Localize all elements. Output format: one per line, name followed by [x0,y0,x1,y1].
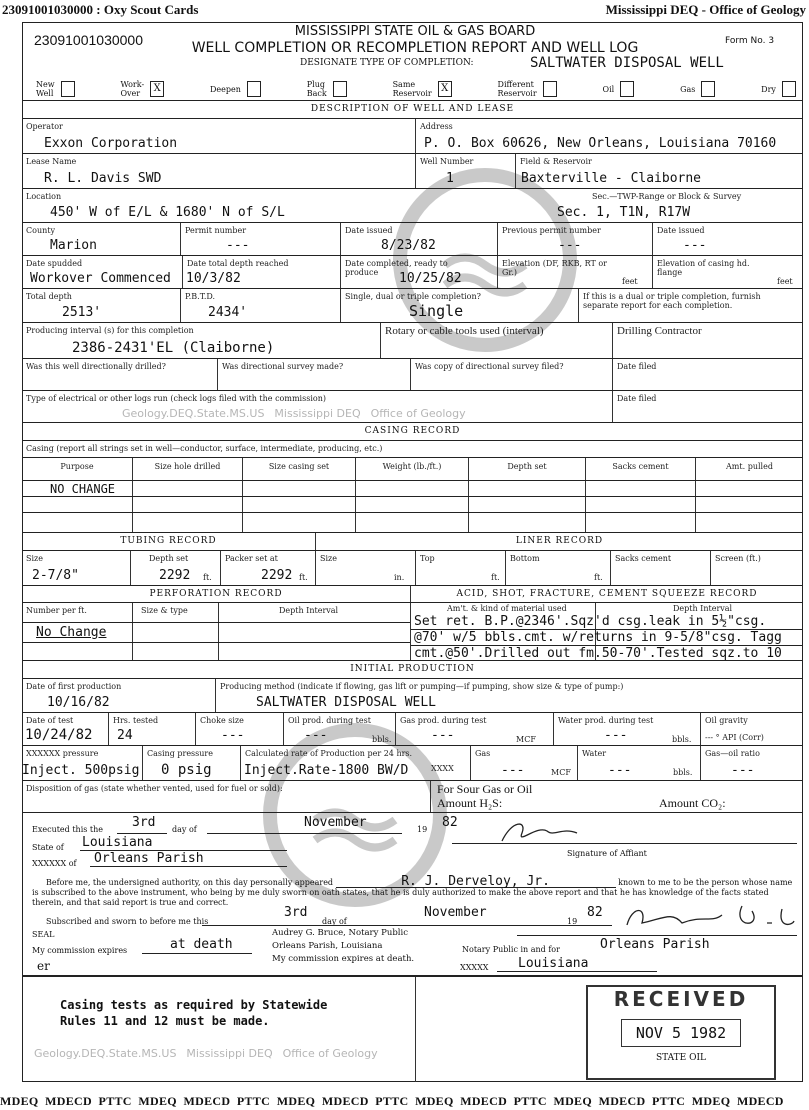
oil-label: Oil prod. during test [288,716,371,725]
checkbox[interactable] [782,81,796,97]
method-value: SALTWATER DISPOSAL WELL [256,695,437,710]
mcf-unit: MCF [551,768,571,777]
test-date-label: Date of test [26,716,74,725]
section-casing: CASING RECORD [22,422,803,440]
mcf-unit: MCF [516,735,536,744]
well-number-label: Well Number [420,157,474,166]
permit-value: --- [226,238,250,253]
choke-label: Choke size [200,716,244,725]
stamp-received: RECEIVED [613,987,749,1011]
depth-set-value: 2292 [159,568,191,583]
spud-label: Date spudded [26,259,83,268]
permit-label: Permit number [185,226,247,235]
perf-number-header: Number per ft. [26,606,87,615]
oath-text: known to me to be the person whose name is subscribed to the above instrument, who being by me duly sworn on oath states, that he is duly authorized to make the above report and that he has knowledge of the facts stated therein, and that said report is true and correct. [32,878,793,907]
pbtd-value: 2434' [208,305,248,320]
checkbox[interactable] [701,81,715,97]
section-liner: LINER RECORD [515,536,604,546]
checkbox[interactable] [333,81,347,97]
er-mark: er [37,959,50,973]
completion-type-checkboxes [36,80,796,98]
casing-header: Size hole drilled [154,462,221,471]
county-label: County [26,226,55,235]
casing-column [355,458,468,532]
checkbox-label: Plug Back [306,80,327,98]
producing-interval-value: 2386-2431'EL (Claiborne) [72,340,275,356]
location-label: Location [26,192,62,201]
casing-value: NO CHANGE [50,482,116,496]
state-label: State of [32,843,64,852]
section-perforation: PERFORATION RECORD [149,589,283,599]
gas2-label: Gas [475,749,491,758]
gor-label: Gas—oil ratio [705,749,760,758]
screen-label: Screen (ft.) [715,554,761,563]
checkbox-item [393,80,452,98]
casing-test-note-2: Rules 11 and 12 must be made. [60,1014,270,1028]
notary-stamp-line-2: Orleans Parish, Louisiana [272,941,383,951]
oil-value: --- [304,728,328,743]
bbls-unit: bbls. [673,768,693,777]
casing-header: Size casing set [268,462,330,471]
rotary-label: Rotary or cable tools used (interval) [385,325,544,337]
disposition-label: Disposition of gas (state whether vented, used for fuel or sold): [26,784,283,793]
checkbox-label: Different Reservoir [497,80,537,98]
gas-value: --- [431,728,455,743]
watermark-line-1: Geology.DEQ.State.MS.US [34,1047,177,1060]
sour-gas-label: For Sour Gas or Oil [437,782,533,796]
choke-value: --- [221,728,245,743]
casing-elevation-label: Elevation of casing hd. flange [657,259,750,277]
affiant-name: R. J. Derveloy, Jr. [336,877,616,888]
checkbox-label: Work-Over [120,80,145,98]
checkbox[interactable] [61,81,75,97]
stamp-agency: STATE OIL [655,1053,707,1063]
operator-label: Operator [26,122,63,131]
year-label-2: 19 [567,917,578,926]
gas2-value: --- [501,763,525,778]
watermark-1 [122,407,476,420]
received-stamp [586,985,776,1080]
notary-public-label: Notary Public in and for [462,945,560,954]
ft-unit: ft. [594,573,603,582]
h2s-label: Amount H₂S: [437,796,503,810]
date-filed-label-2: Date filed [617,394,657,403]
operator-value: Exxon Corporation [44,136,178,151]
completion-type-value: Single [409,302,464,320]
completed-value: 10/25/82 [399,271,462,286]
tdr-label: Date total depth reached [187,259,289,268]
dual-completion-note: If this is a dual or triple completion, furnish separate report for each completion. [583,292,761,310]
checkbox[interactable] [247,81,261,97]
casing-header: Amt. pulled [726,462,773,471]
checkbox-label: Dry [761,84,776,94]
designate-value: SALTWATER DISPOSAL WELL [530,55,724,71]
designate-label: DESIGNATE TYPE OF COMPLETION: [300,58,474,68]
address-value: P. O. Box 60626, New Orleans, Louisiana 70160 [424,136,777,151]
checkbox[interactable] [620,81,634,97]
notary-state-label: XXXXX [460,963,489,972]
casing-column [242,458,355,532]
commission-label: My commission expires [32,946,128,955]
stamp-date: NOV 5 1982 [621,1019,741,1047]
watermark-line-3: Office of Geology [370,407,466,420]
bbls-unit: bbls. [672,735,692,744]
contractor-label: Drilling Contractor [617,325,702,337]
survey-label: Was directional survey made? [222,362,344,371]
subscribed-month: November [424,905,487,920]
checkbox-label: Oil [602,84,615,94]
date-issued-label: Date issued [345,226,393,235]
footer-watermark: MDEQ MDECD PTTC MDEQ MDECD PTTC MDEQ MDECD PTTC MDEQ MDECD PTTC MDEQ MDECD PTTC MDEQ MDECD [0,1094,784,1108]
first-production-label: Date of first production [26,682,122,691]
test-date-value: 10/24/82 [25,727,93,743]
watermark-line-1: Geology.DEQ.State.MS.US [122,407,265,420]
section-initial-production: INITIAL PRODUCTION [22,660,803,678]
casing-pressure-label: Casing pressure [147,749,213,758]
form-title: WELL COMPLETION OR RECOMPLETION REPORT AND WELL LOG [191,40,639,56]
spud-value: Workover Commenced [30,271,171,286]
checkbox-label: New Well [36,80,55,98]
acid-line-3: cmt.@50'.Drilled out fm.50-70'.Tested sqz.to 10 [414,646,782,661]
acid-material-header: Am't. & kind of material used [447,604,567,613]
checkbox-item [498,80,557,98]
field-label: Field & Reservoir [520,157,592,166]
casing-header: Sacks cement [612,462,669,471]
co2-label: Amount CO₂: [659,796,726,810]
header-right: Mississippi DEQ - Office of Geology [605,2,806,17]
liner-sacks-label: Sacks cement [615,554,672,563]
tubing-size-label: Size [26,554,43,563]
sec-label: Sec.—TWP-Range or Block & Survey [592,192,742,201]
packer-value: 2292 [261,568,293,583]
seal-label: SEAL [32,930,55,939]
location-value: 450' W of E/L & 1680' N of S/L [50,205,285,220]
checkbox-item [210,80,261,98]
header-left: 23091001030000 : Oxy Scout Cards [2,2,199,17]
well-number-value: 1 [446,171,454,186]
water-value: --- [604,728,628,743]
notary-stamp-line-3: My commission expires at death. [272,954,415,964]
gor-value: --- [731,763,755,778]
liner-bottom-label: Bottom [510,554,540,563]
water2-value: --- [608,763,632,778]
logs-label: Type of electrical or other logs run (check logs filed with the commission) [26,394,326,403]
ft-unit: ft. [203,573,212,582]
county-label-affidavit: XXXXXX of [32,859,77,868]
notary-stamp-line-1: Audrey G. Bruce, Notary Public [272,928,408,938]
gravity-label: Oil gravity [705,716,748,725]
executed-label: Executed this the [32,825,104,834]
dayof-label-2: day of [322,917,347,926]
depth-set-label: Depth set [149,554,189,563]
casing-column [695,458,803,532]
first-production-value: 10/16/82 [47,695,110,710]
watermark-line-2: Mississippi DEQ [186,1047,273,1060]
checkbox-item [603,80,635,98]
ft-unit: ft. [299,573,308,582]
watermark-line-3: Office of Geology [282,1047,378,1060]
signature-label: Signature of Affiant [567,849,647,858]
elevation-feet: feet [622,277,638,286]
casing-column [132,458,242,532]
liner-size-label: Size [320,554,337,563]
field-value: Baxterville - Claiborne [521,171,702,186]
state-value: Louisiana [82,835,153,850]
perf-value: No Change [36,625,107,640]
casing-column [585,458,695,532]
ft-unit: ft. [491,573,500,582]
prev-permit-label: Previous permit number [502,226,601,235]
address-label: Address [420,122,453,131]
lease-label: Lease Name [26,157,77,166]
checkbox-item [307,80,347,98]
tubing-pressure-label: XXXXXX pressure [26,749,99,758]
tubing-size-value: 2-7/8" [32,568,79,583]
subscribed-year: 82 [587,905,603,920]
subscribed-day: 3rd [284,905,308,920]
checkbox-label: Gas [680,84,696,94]
checkbox-item [36,80,75,98]
watermark-2 [34,1047,404,1060]
casing-test-note-1: Casing tests as required by Statewide [60,998,328,1012]
gravity-value: --- ° API (Corr) [705,733,764,742]
api-number: 23091001030000 [34,32,144,48]
total-depth-label: Total depth [26,292,72,301]
casing-header: Purpose [60,462,94,471]
section-tubing: TUBING RECORD [120,536,217,546]
gas-label: Gas prod. during test [400,716,487,725]
affidavit [22,812,803,975]
rate-value: Inject.Rate-1800 BW/D [244,763,409,778]
checkbox-item [680,80,715,98]
executed-month: November [304,815,367,830]
casing-table [22,457,803,532]
notary-state: Louisiana [518,956,589,971]
agency-name: MISSISSIPPI STATE OIL & GAS BOARD [294,24,536,39]
oil-rate-value: XXXX [431,764,454,773]
notary-parish: Orleans Parish [600,937,710,952]
checkbox[interactable]: X [438,81,452,97]
year-label: 19 [417,825,428,834]
date-filed-label: Date filed [617,362,657,371]
casing-column [468,458,585,532]
casing-header: Depth set [507,462,547,471]
checkbox-label: Same Reservoir [392,80,432,98]
packer-label: Packer set at [225,554,278,563]
lease-value: R. L. Davis SWD [44,171,162,186]
hrs-label: Hrs. tested [113,716,159,725]
tubing-pressure-value: Inject. 500psig [22,763,140,778]
checkbox-item [120,80,164,98]
acid-line-2: @70' w/5 bbls.cmt. w/returns in 9-5/8"csg. Tagg [414,630,782,645]
form-number: Form No. 3 [725,36,775,46]
dayof-label: day of [172,825,197,834]
before-me-text: Before me, the undersigned authority, on this day personally appeared [46,878,334,887]
commission-value: at death [170,937,233,952]
liner-top-label: Top [420,554,435,563]
county-value: Marion [50,238,97,253]
tdr-value: 10/3/82 [186,271,241,286]
prev-permit-value: --- [558,238,582,253]
survey-copy-label: Was copy of directional survey filed? [415,362,564,371]
casing-header: Weight (lb./ft.) [382,462,442,471]
date-issued-value: 8/23/82 [381,238,436,253]
checkbox[interactable]: X [150,81,164,97]
rate-label: Calculated rate of Production per 24 hrs. [245,749,413,758]
section-acid: ACID, SHOT, FRACTURE, CEMENT SQUEEZE RECORD [456,589,758,599]
perf-size-header: Size & type [141,606,188,615]
producing-interval-label: Producing interval (s) for this completion [26,326,194,335]
completed-label: Date completed, ready to produce [345,259,448,277]
sec-value: Sec. 1, T1N, R17W [557,205,691,220]
affiant-signature-icon [492,815,582,845]
acid-line-1: Set ret. B.P.@2346'.Sqz'd csg.leak in 5½"csg. [414,614,767,629]
date-issued2-label: Date issued [657,226,705,235]
acid-depth-header: Depth Interval [673,604,733,613]
directional-label: Was this well directionally drilled? [26,362,166,371]
checkbox-item [761,80,796,98]
casing-pressure-value: 0 psig [161,762,212,778]
hrs-value: 24 [117,728,133,743]
casing-elevation-feet: feet [777,277,793,286]
total-depth-value: 2513' [62,305,102,320]
elevation-label: Elevation (DF, RKB, RT or Gr.) [502,259,607,277]
executed-day: 3rd [132,815,156,830]
bbls-unit: bbls. [372,735,392,744]
water2-label: Water [582,749,607,758]
checkbox-label: Deepen [210,84,241,94]
completion-type-label: Single, dual or triple completion? [345,292,481,301]
method-label: Producing method (indicate if flowing, gas lift or pumping—if pumping, show size & type of pump:) [220,682,624,691]
executed-year: 82 [442,815,458,830]
in-unit: in. [394,573,405,582]
subscribed-label: Subscribed and sworn to before me this [46,917,209,926]
watermark-line-2: Mississippi DEQ [274,407,361,420]
county-value-affidavit: Orleans Parish [94,851,204,866]
water-label: Water prod. during test [558,716,654,725]
section-description: DESCRIPTION OF WELL AND LEASE [22,100,803,118]
casing-note: Casing (report all strings set in well—conductor, surface, intermediate, producing, etc.) [26,444,383,453]
notary-signature-icon [622,901,797,931]
pbtd-label: P.B.T.D. [185,292,216,301]
date-issued2-value: --- [683,238,707,253]
perf-depth-header: Depth Interval [279,606,339,615]
checkbox[interactable] [543,81,557,97]
